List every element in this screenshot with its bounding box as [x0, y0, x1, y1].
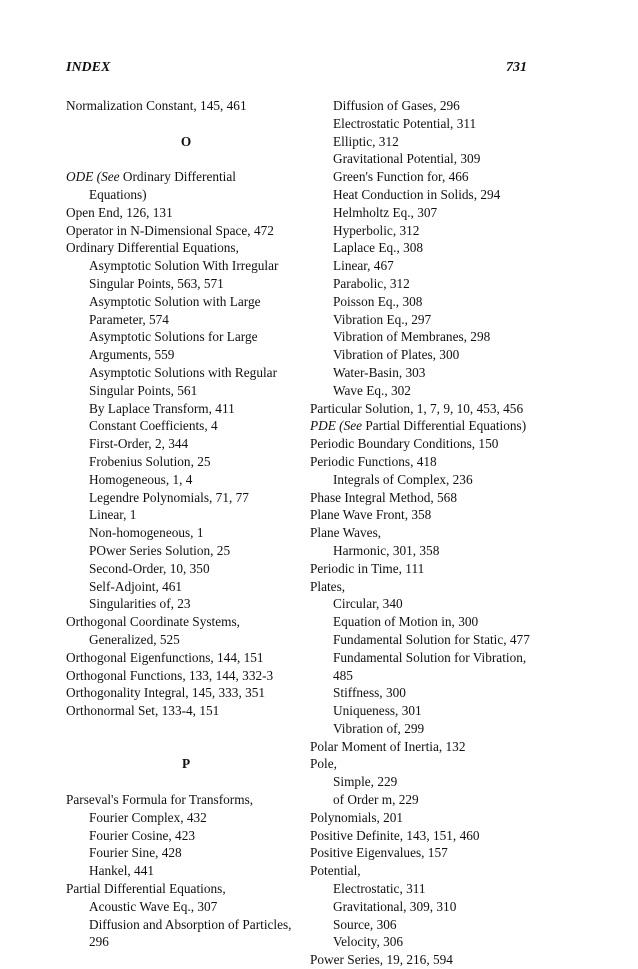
- index-subentry: Second-Order, 10, 350: [89, 560, 210, 576]
- index-subentry: Green's Function for, 466: [333, 169, 469, 185]
- index-subentry: First-Order, 2, 344: [89, 436, 189, 452]
- index-subentry: Parameter, 574: [89, 311, 169, 327]
- index-entry: Particular Solution, 1, 7, 9, 10, 453, 456: [310, 400, 524, 416]
- index-column-right: [310, 97, 546, 969]
- index-subentry: Arguments, 559: [89, 347, 175, 363]
- section-letter: O: [180, 133, 192, 149]
- see-reference: PDE (See: [310, 418, 363, 434]
- index-entry: Normalization Constant, 145, 461: [66, 98, 247, 113]
- index-entry: Polar Moment of Inertia, 132: [310, 738, 466, 754]
- index-subentry: Diffusion of Gases, 296: [333, 98, 460, 113]
- index-subentry: Generalized, 525: [89, 631, 180, 647]
- index-subentry: Heat Conduction in Solids, 294: [333, 186, 501, 202]
- spacer: [66, 720, 306, 738]
- index-entry: Periodic Functions, 418: [310, 453, 437, 469]
- index-subentry: Asymptotic Solution with Large: [89, 293, 261, 309]
- index-subentry: Source, 306: [333, 916, 397, 932]
- index-entry: Periodic Boundary Conditions, 150: [310, 436, 499, 452]
- index-subentry: Water-Basin, 303: [333, 364, 426, 380]
- index-entry: Orthonormal Set, 133-4, 151: [66, 703, 220, 719]
- index-subentry: Asymptotic Solution With Irregular: [89, 258, 279, 274]
- index-entry: Power Series, 19, 216, 594: [310, 952, 453, 968]
- index-entry: PDE (See Partial Differential Equations): [310, 418, 527, 434]
- index-entry: Partial Differential Equations,: [66, 881, 226, 897]
- index-subentry: Stiffness, 300: [333, 685, 406, 701]
- running-head-title: INDEX: [66, 60, 111, 75]
- index-subentry: Singularities of, 23: [89, 596, 191, 612]
- index-subentry: Fundamental Solution for Static, 477: [333, 631, 530, 647]
- spacer: [66, 738, 306, 756]
- index-entry: Positive Eigenvalues, 157: [310, 845, 448, 861]
- index-subentry: Singular Points, 563, 571: [89, 275, 224, 291]
- index-subentry: Equation of Motion in, 300: [333, 614, 479, 630]
- index-subentry: Gravitational, 309, 310: [333, 898, 457, 914]
- index-entry: Orthogonality Integral, 145, 333, 351: [66, 685, 266, 701]
- index-subentry: POwer Series Solution, 25: [89, 542, 231, 558]
- index-entry: Parseval's Formula for Transforms,: [66, 792, 254, 808]
- index-subentry: Linear, 1: [89, 507, 137, 523]
- spacer: [66, 150, 306, 168]
- index-subentry: Homogeneous, 1, 4: [89, 471, 193, 487]
- index-entry: Orthogonal Coordinate Systems,: [66, 614, 240, 630]
- index-subentry: Velocity, 306: [333, 934, 404, 950]
- index-subentry: of Order m, 229: [333, 792, 419, 808]
- index-subentry: Constant Coefficients, 4: [89, 418, 218, 434]
- spacer: [66, 115, 306, 133]
- index-entry: Plates,: [310, 578, 346, 594]
- section-letter: P: [181, 756, 191, 772]
- index-subentry: Integrals of Complex, 236: [333, 471, 473, 487]
- index-subentry: Helmholtz Eq., 307: [333, 204, 438, 220]
- index-subentry: Asymptotic Solutions with Regular: [89, 364, 278, 380]
- index-subentry: Simple, 229: [333, 774, 398, 790]
- spacer: [66, 773, 306, 791]
- index-entry: Plane Waves,: [310, 525, 382, 541]
- index-subentry: Vibration Eq., 297: [333, 311, 432, 327]
- index-subentry: Poisson Eq., 308: [333, 293, 423, 309]
- index-subentry: Linear, 467: [333, 258, 394, 274]
- index-entry: Pole,: [310, 756, 337, 772]
- index-entry: Periodic in Time, 111: [310, 560, 425, 576]
- index-entry: Ordinary Differential Equations,: [66, 240, 239, 256]
- index-subentry: Fundamental Solution for Vibration,: [333, 649, 527, 665]
- index-subentry: Equations): [89, 186, 147, 202]
- index-entry: Orthogonal Eigenfunctions, 144, 151: [66, 649, 264, 665]
- index-subentry: Hankel, 441: [89, 863, 154, 879]
- index-subentry: Gravitational Potential, 309: [333, 151, 481, 167]
- index-subentry: Uniqueness, 301: [333, 703, 422, 719]
- index-column-left: [66, 97, 306, 951]
- index-entry: Plane Wave Front, 358: [310, 507, 432, 523]
- index-subentry: Circular, 340: [333, 596, 403, 612]
- index-entry: ODE (See Ordinary Differential: [66, 169, 236, 185]
- index-subentry: Vibration of Plates, 300: [333, 347, 460, 363]
- index-subentry: 485: [333, 667, 353, 683]
- page-number: 731: [506, 60, 527, 75]
- index-subentry: Parabolic, 312: [333, 275, 410, 291]
- index-subentry: Fourier Sine, 428: [89, 845, 182, 861]
- index-subentry: Fourier Cosine, 423: [89, 827, 195, 843]
- index-subentry: Singular Points, 561: [89, 382, 198, 398]
- index-subentry: Laplace Eq., 308: [333, 240, 424, 256]
- index-subentry: Acoustic Wave Eq., 307: [89, 898, 218, 914]
- index-subentry: Wave Eq., 302: [333, 382, 411, 398]
- index-entry: Potential,: [310, 863, 361, 879]
- index-entry: Open End, 126, 131: [66, 204, 173, 220]
- index-subentry: Hyperbolic, 312: [333, 222, 420, 238]
- index-subentry: Electrostatic, 311: [333, 881, 426, 897]
- index-entry: Phase Integral Method, 568: [310, 489, 457, 505]
- index-entry: Orthogonal Functions, 133, 144, 332-3: [66, 667, 274, 683]
- index-subentry: By Laplace Transform, 411: [89, 400, 235, 416]
- see-reference: ODE (See: [66, 169, 120, 185]
- index-subentry: Diffusion and Absorption of Particles,: [89, 916, 292, 932]
- index-subentry: Self-Adjoint, 461: [89, 578, 183, 594]
- index-subentry: Elliptic, 312: [333, 133, 399, 149]
- index-entry: Operator in N-Dimensional Space, 472: [66, 222, 274, 238]
- index-subentry: Fourier Complex, 432: [89, 809, 207, 825]
- index-subentry: Vibration of, 299: [333, 720, 425, 736]
- index-subentry: Frobenius Solution, 25: [89, 453, 211, 469]
- index-entry: Polynomials, 201: [310, 809, 404, 825]
- index-subentry: Vibration of Membranes, 298: [333, 329, 491, 345]
- index-subentry: Harmonic, 301, 358: [333, 542, 440, 558]
- index-entry: Positive Definite, 143, 151, 460: [310, 827, 480, 843]
- index-subentry: 296: [89, 934, 109, 950]
- index-subentry: Asymptotic Solutions for Large: [89, 329, 258, 345]
- index-subentry: Electrostatic Potential, 311: [333, 115, 477, 131]
- index-subentry: Non-homogeneous, 1: [89, 525, 204, 541]
- index-subentry: Legendre Polynomials, 71, 77: [89, 489, 249, 505]
